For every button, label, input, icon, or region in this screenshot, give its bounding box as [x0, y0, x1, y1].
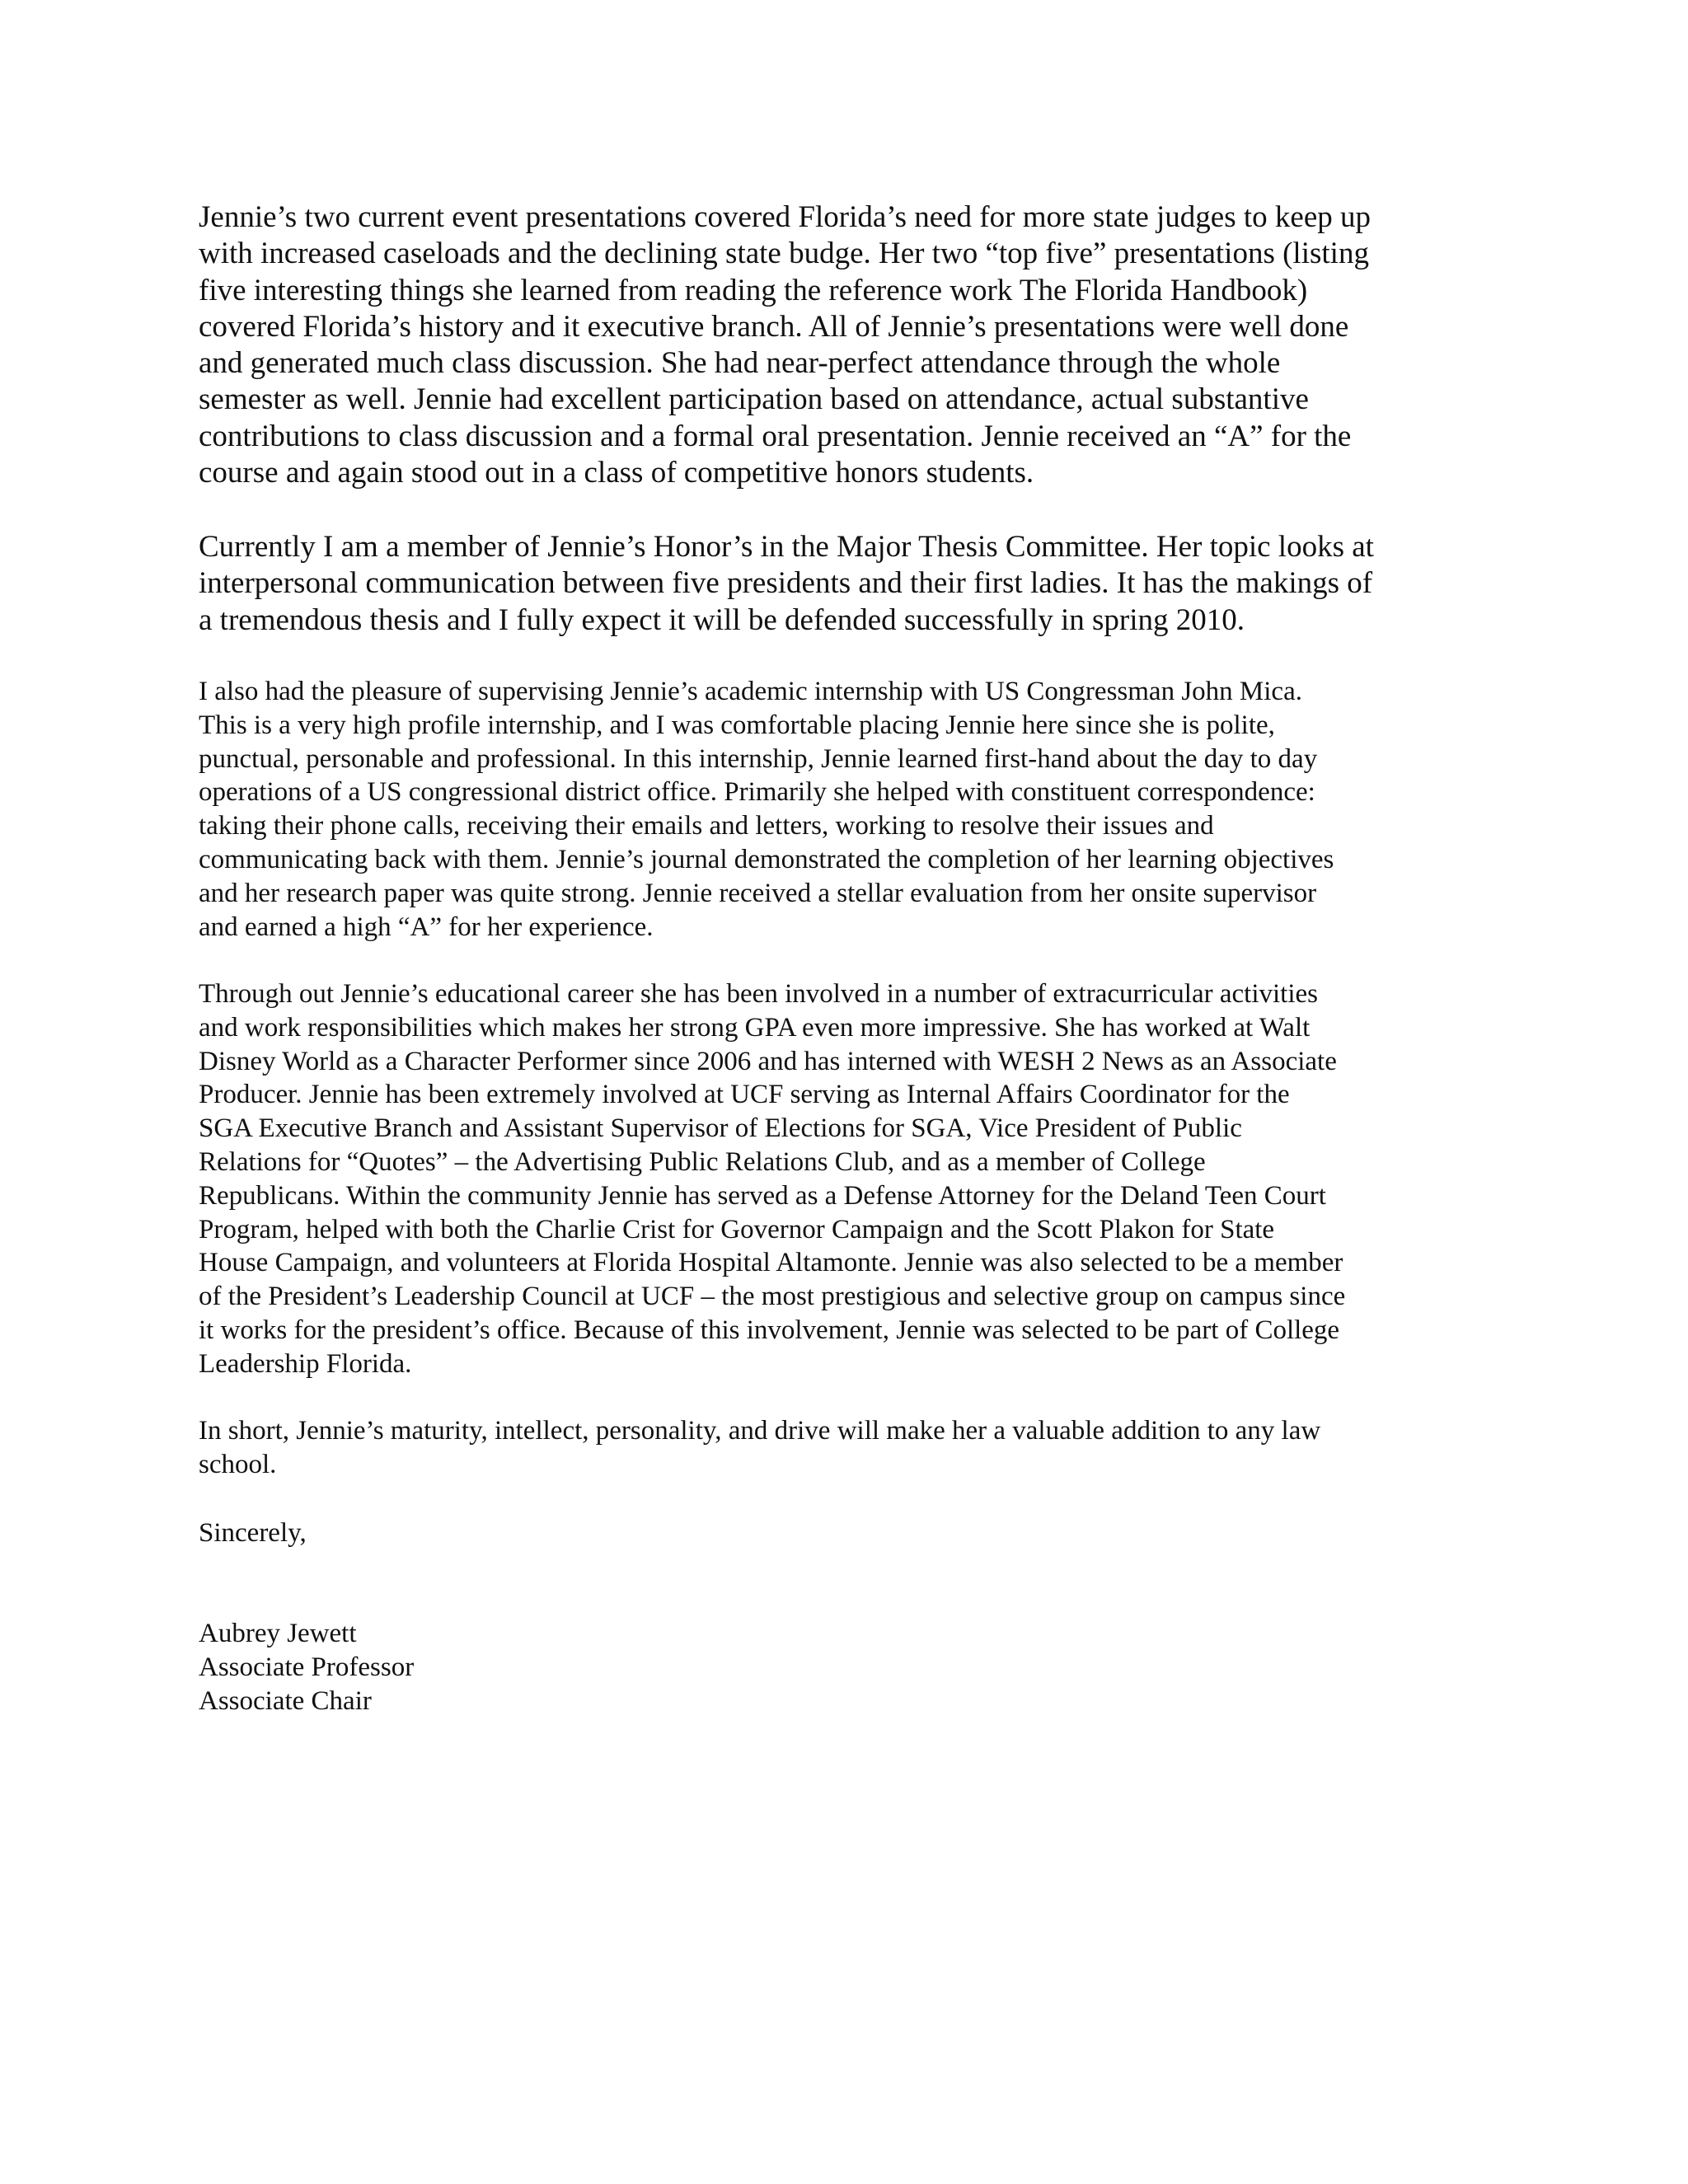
text-line: I also had the pleasure of supervising Jennie’s academic internship with US Congressman John Mica.	[199, 677, 1302, 706]
paragraph-internship	[199, 675, 1334, 944]
text-line: Disney World as a Character Performer since 2006 and has interned with WESH 2 News as an Associate	[199, 1046, 1337, 1076]
text-line: communicating back with them. Jennie’s journal demonstrated the completion of her learning objectives	[199, 844, 1334, 874]
text-line: semester as well. Jennie had excellent participation based on attendance, actual substantive	[199, 382, 1309, 417]
text-line: Leadership Florida.	[199, 1348, 412, 1379]
text-line: and generated much class discussion. She had near-perfect attendance through the whole	[199, 346, 1281, 381]
text-line: Currently I am a member of Jennie’s Honor’s in the Major Thesis Committee. Her topic looks at	[199, 530, 1374, 564]
text-line: five interesting things she learned from reading the reference work The Florida Handbook)	[199, 273, 1308, 307]
text-line: This is a very high profile internship, and I was comfortable placing Jennie here since she is polite,	[199, 710, 1275, 740]
signer-title: Associate Chair	[199, 1685, 372, 1716]
text-line: House Campaign, and volunteers at Florida Hospital Altamonte. Jennie was also selected to be a member	[199, 1248, 1343, 1278]
text-line: and work responsibilities which makes her strong GPA even more impressive. She has worked at Walt	[199, 1012, 1311, 1043]
paragraph-summary	[199, 1414, 1320, 1482]
text-line: taking their phone calls, receiving their emails and letters, working to resolve their issues and	[199, 811, 1214, 841]
text-line: Republicans. Within the community Jennie has served as a Defense Attorney for the Deland Teen Court	[199, 1180, 1326, 1211]
text-line: SGA Executive Branch and Assistant Supervisor of Elections for SGA, Vice President of Public	[199, 1113, 1242, 1144]
text-line: In short, Jennie’s maturity, intellect, personality, and drive will make her a valuable addition to any law	[199, 1416, 1321, 1446]
text-line: contributions to class discussion and a formal oral presentation. Jennie received an “A” for the	[199, 419, 1352, 453]
text-line: and earned a high “A” for her experience.	[199, 912, 654, 942]
text-line: Jennie’s two current event presentations covered Florida’s need for more state judges to keep up	[199, 200, 1372, 234]
paragraph-activities	[199, 977, 1345, 1381]
signature-block	[199, 1617, 414, 1718]
text-line: interpersonal communication between five presidents and their first ladies. It has the makings of	[199, 566, 1373, 601]
text-line: operations of a US congressional district office. Primarily she helped with constituent correspondence:	[199, 777, 1315, 808]
paragraph-presentations	[199, 199, 1371, 491]
signer-name: Aubrey Jewett	[199, 1619, 357, 1648]
closing-salutation	[199, 1516, 307, 1550]
signer-title: Associate Professor	[199, 1652, 415, 1682]
paragraph-thesis	[199, 529, 1374, 639]
text-line: Producer. Jennie has been extremely involved at UCF serving as Internal Affairs Coordinator for the	[199, 1080, 1290, 1110]
text-line: course and again stood out in a class of competitive honors students.	[199, 456, 1034, 490]
text-line: and her research paper was quite strong. Jennie received a stellar evaluation from her onsite supervisor	[199, 878, 1317, 908]
text-line: of the President’s Leadership Council at UCF – the most prestigious and selective group on campus since	[199, 1282, 1346, 1312]
text-line: covered Florida’s history and it executive branch. All of Jennie’s presentations were well done	[199, 309, 1349, 344]
text-line: Relations for “Quotes” – the Advertising Public Relations Club, and as a member of College	[199, 1146, 1206, 1177]
closing-text: Sincerely,	[199, 1518, 307, 1548]
text-line: punctual, personable and professional. In this internship, Jennie learned first-hand about the day to day	[199, 743, 1318, 774]
text-line: a tremendous thesis and I fully expect it will be defended successfully in spring 2010.	[199, 602, 1245, 637]
text-line: Program, helped with both the Charlie Crist for Governor Campaign and the Scott Plakon for State	[199, 1214, 1275, 1244]
text-line: Through out Jennie’s educational career she has been involved in a number of extracurricular activities	[199, 979, 1318, 1009]
text-line: school.	[199, 1449, 277, 1479]
text-line: it works for the president’s office. Because of this involvement, Jennie was selected to be part of College	[199, 1315, 1340, 1345]
text-line: with increased caseloads and the declining state budge. Her two “top five” presentations (listing	[199, 237, 1369, 271]
